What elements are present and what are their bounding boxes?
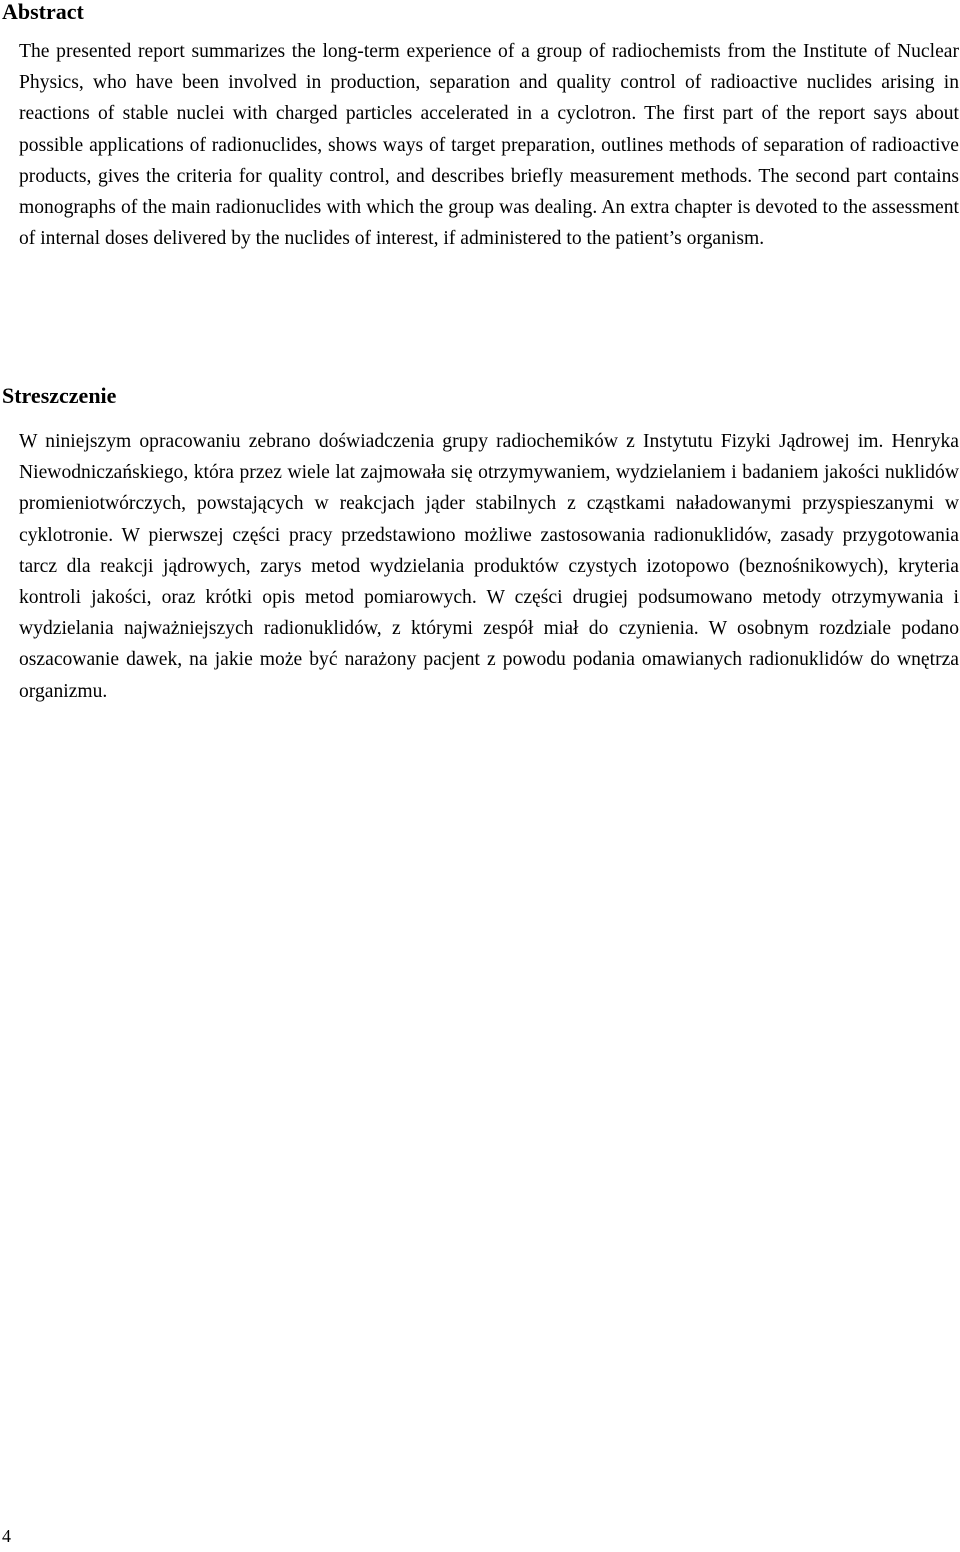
streszczenie-paragraph: W niniejszym opracowaniu zebrano doświadczenia grupy radiochemików z Instytutu Fizyki Jądrowej im. Henryka Niewodniczańskiego, która przez wiele lat zajmowała się otrzymywaniem, wydzielaniem i badaniem jakości nuklidów promieniotwórczych, powstających w reakcjach jąder stabilnych z cząstkami naładowanymi przyspieszanymi w cyklotronie. W pierwszej części pracy przedstawiono możliwe zastosowania radionuklidów, zasady przygotowania tarcz dla reakcji jądrowych, zarys metod wydzielania produktów czystych izotopowo (beznośnikowych), kryteria kontroli jakości, oraz krótki opis metod pomiarowych. W części drugiej podsumowano metody otrzymywania i wydzielania najważniejszych radionuklidów, z którymi zespół miał do czynienia. W osobnym rozdziale podano oszacowanie dawek, na jakie może być narażony pacjent z powodu podania omawianych radionuklidów do wnętrza organizmu. (19, 431, 959, 702)
abstract-paragraph: The presented report summarizes the long-term experience of a group of radiochemists from the Institute of Nuclear Physics, who have been involved in production, separation and quality control of radioactive nuclides arising in reactions of stable nuclei with charged particles accelerated in a cyclotron. The first part of the report says about possible applications of radionuclides, shows ways of target preparation, outlines methods of separation of radioactive products, gives the criteria for quality control, and describes briefly measurement methods. The second part contains monographs of the main radionuclides with which the group was dealing. An extra chapter is devoted to the assessment of internal doses delivered by the nuclides of interest, if administered to the patient’s organism. (19, 41, 959, 250)
page-number: 4 (2, 1526, 11, 1546)
streszczenie-heading: Streszczenie (2, 383, 117, 408)
abstract-heading: Abstract (2, 0, 84, 24)
